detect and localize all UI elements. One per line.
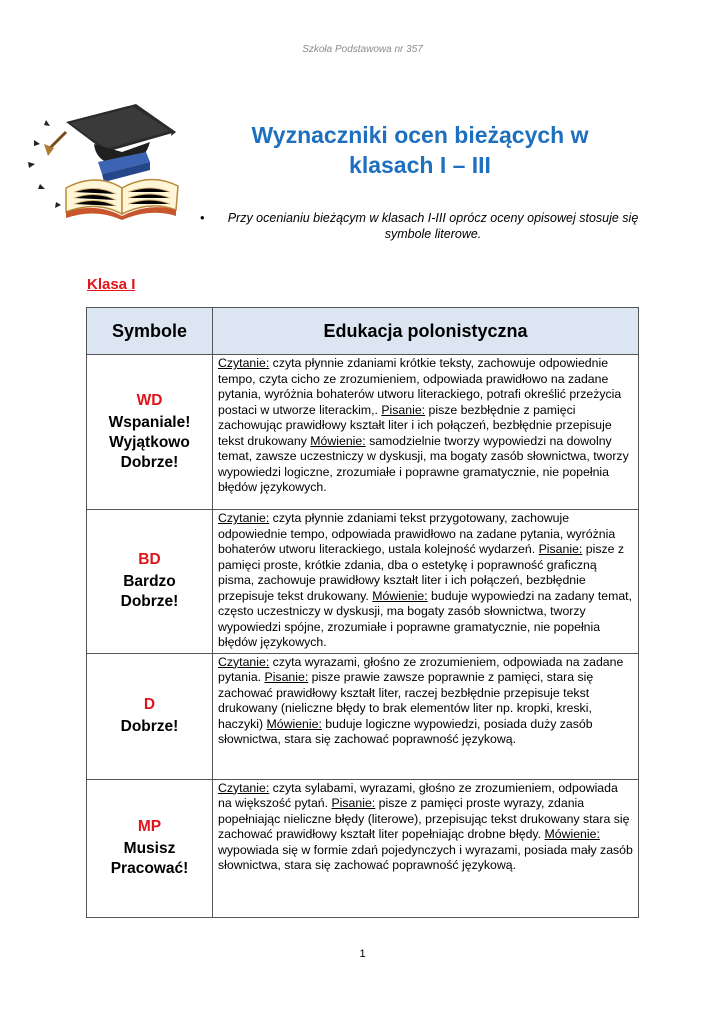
- grade-label-line: Dobrze!: [120, 593, 179, 611]
- skill-description: buduje wypowiedzi na zadany temat, często uczestniczy w dyskusji, ma bogaty zasób słownictwa, tworzy wypowiedzi spójne, zrozumiałe i poprawne gramatycznie, nie popełnia błędów językowych.: [218, 588, 633, 649]
- skill-label: Czytanie:: [218, 780, 270, 795]
- table-header-row: [87, 308, 639, 355]
- grade-symbol-cell: [87, 653, 213, 779]
- grade-code: MP: [137, 818, 162, 835]
- grade-description-cell: [213, 510, 639, 654]
- skill-label: Czytanie:: [218, 654, 270, 669]
- grade-symbol-cell: [87, 355, 213, 510]
- grading-table: [86, 307, 639, 918]
- grade-label-line: Wspaniale!: [108, 414, 191, 431]
- grade-label-line: Dobrze!: [120, 718, 179, 735]
- skill-description: pisze bezbłędnie z pamięci zachowując prawidłowy kształt liter i ich połączeń, bezbłędnie przepisuje tekst drukowany: [218, 402, 612, 448]
- skill-description: pisze z pamięci proste wyrazy, zdania popełniając nieliczne błędy (literowe), przepisując tekst drukowany stara się zachować prawidłowy kształt liter popełniając drobne błędy.: [218, 796, 630, 841]
- skill-label: Mówienie:: [310, 433, 366, 448]
- skill-description: buduje logiczne wypowiedzi, posiada duży zasób słownictwa, stara się zachować poprawność językową.: [218, 716, 593, 746]
- skill-label: Pisanie:: [381, 402, 426, 417]
- skill-label: Pisanie:: [264, 670, 309, 684]
- skill-label: Czytanie:: [218, 356, 270, 370]
- skill-description: pisze prawie zawsze poprawnie z pamięci, stara się zachować prawidłowy kształt liter, raczej bezbłędnie przepisuje tekst drukowany (nieliczne błędy to brak elementów liter np. kropki, kreski, haczyki): [218, 670, 594, 731]
- grade-description-cell: [213, 779, 639, 917]
- skill-description: wypowiada się w formie zdań pojedynczych i wyrazami, posiada mały zasób słownictwa, stara się zachować poprawność językową.: [218, 842, 633, 872]
- table-row: [87, 779, 639, 917]
- column-header-symbols: Symbole: [87, 308, 213, 355]
- grade-code: WD: [136, 392, 163, 409]
- skill-description: samodzielnie tworzy wypowiedzi na dowolny temat, zawsze uczestniczy w dyskusji, ma bogaty zasób słownictwa, tworzy wypowiedzi logiczne, zrozumiałe i poprawne gramatycznie, nie popełnia błędów językowych.: [218, 433, 629, 494]
- skill-description: czyta płynnie zdaniami krótkie teksty, zachowuje odpowiednie tempo, czyta cicho ze zrozumieniem, odpowiada prawidłowo na zadane pytania, wyróżnia bohaterów utworu literackiego, potrafi określić przeżycia postaci w utworze literackim,.: [218, 356, 622, 417]
- skill-label: Pisanie:: [331, 796, 376, 810]
- skill-label: Mówienie:: [372, 588, 428, 603]
- section-heading: Klasa I: [87, 276, 136, 293]
- page-number: 1: [359, 948, 366, 960]
- graduation-book-illustration: [26, 92, 186, 222]
- bullet-icon: •: [200, 211, 205, 225]
- table-row: [87, 653, 639, 779]
- skill-description: czyta płynnie zdaniami tekst przygotowany, zachowuje odpowiednie tempo, odpowiada prawidłowo na zadane pytania, wyróżnia bohaterów utworu literackiego, ustala kolejność wydarzeń.: [218, 511, 616, 556]
- skill-label: Czytanie:: [218, 511, 270, 525]
- skill-label: Mówienie:: [266, 716, 322, 731]
- page-title: [210, 120, 630, 180]
- intro-text: Przy ocenianiu bieżącym w klasach I-III oprócz oceny opisowej stosuje się symbole literowe.: [227, 211, 639, 241]
- skill-description: pisze z pamięci proste, krótkie zdania, dba o estetykę i poprawność graficzną pisma, zachowuje prawidłowy kształt liter i ich połączeń, bezbłędnie przepisuje tekst drukowany.: [218, 542, 625, 603]
- grade-label-line: Musisz: [123, 840, 176, 857]
- skill-label: Pisanie:: [538, 542, 583, 556]
- grade-symbol-cell: [87, 510, 213, 654]
- page-header: Szkoła Podstawowa nr 357: [302, 44, 423, 55]
- grade-description-cell: [213, 653, 639, 779]
- grade-symbol-cell: [87, 779, 213, 917]
- grade-label-line: Bardzo: [123, 573, 176, 591]
- grade-description-cell: [213, 355, 639, 510]
- table-row: [87, 510, 639, 654]
- skill-label: Mówienie:: [544, 827, 600, 841]
- grade-code: D: [143, 696, 156, 713]
- title-line-1: Wyznaczniki ocen bieżących w: [251, 122, 589, 148]
- grade-label-line: Wyjątkowo: [109, 434, 190, 451]
- title-line-2: klasach I – III: [349, 152, 491, 178]
- skill-description: czyta sylabami, wyrazami, głośno ze zrozumieniem, odpowiada na większość pytań.: [218, 780, 618, 810]
- skill-description: czyta wyrazami, głośno ze zrozumieniem, odpowiada na zadane pytania.: [218, 654, 624, 684]
- table-row: [87, 355, 639, 510]
- grade-label-line: Dobrze!: [120, 454, 179, 471]
- grade-code: BD: [138, 551, 161, 569]
- intro-bullet: [200, 210, 650, 242]
- column-header-subject: Edukacja polonistyczna: [213, 308, 639, 355]
- grade-label-line: Pracować!: [110, 860, 189, 877]
